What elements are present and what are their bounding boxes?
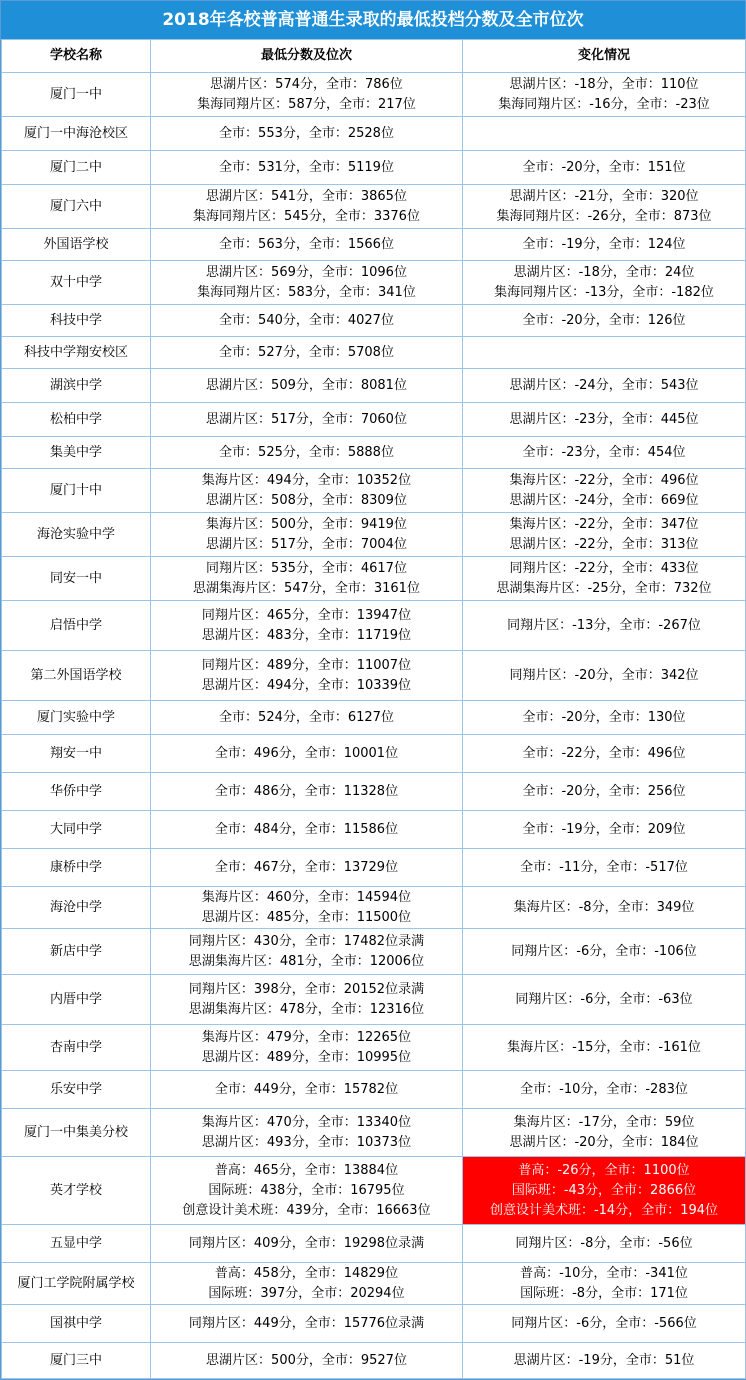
min-score-line: 思湖片区：489分，全市：10995位 — [201, 1049, 412, 1065]
change-cell — [463, 117, 746, 151]
school-name-cell: 启悟中学 — [2, 601, 151, 651]
change-line: 国际班：-43分，全市：2866位 — [511, 1182, 697, 1198]
min-score-cell — [151, 557, 463, 601]
school-name-cell: 杏南中学 — [2, 1025, 151, 1071]
school-name-cell: 松柏中学 — [2, 403, 151, 437]
change-line: 集海片区：-15分，全市：-161位 — [507, 1039, 701, 1055]
table-row — [2, 929, 746, 975]
min-score-cell — [151, 929, 463, 975]
change-line: 全市：-10分，全市：-283位 — [520, 1081, 688, 1097]
min-score-cell — [151, 73, 463, 117]
min-score-line: 创意设计美术班：439分，全市：16663位 — [182, 1202, 431, 1218]
min-score-cell — [151, 403, 463, 437]
change-cell — [463, 1071, 746, 1109]
school-name-cell: 厦门一中 — [2, 73, 151, 117]
min-score-line: 思湖片区：485分，全市：11500位 — [201, 909, 412, 925]
table-row — [2, 735, 746, 773]
change-cell — [463, 1109, 746, 1157]
change-line: 思湖片区：-24分，全市：669位 — [509, 492, 699, 508]
change-line: 普高：-10分，全市：-341位 — [520, 1265, 688, 1281]
table-row — [2, 557, 746, 601]
change-cell — [463, 151, 746, 185]
school-name-cell: 双十中学 — [2, 261, 151, 305]
change-line: 同翔片区：-6分，全市：-566位 — [511, 1315, 697, 1331]
header-row — [2, 40, 746, 73]
header-change: 变化情况 — [463, 40, 746, 73]
min-score-line: 普高：465分，全市：13884位 — [214, 1162, 399, 1178]
min-score-line: 思湖集海片区：478分，全市：12316位 — [188, 1001, 425, 1017]
table-row — [2, 229, 746, 261]
min-score-line: 同翔片区：489分，全市：11007位 — [201, 657, 412, 673]
min-score-line: 国际班：438分，全市：16795位 — [208, 1182, 405, 1198]
change-line: 同翔片区：-22分，全市：433位 — [509, 560, 699, 576]
change-cell — [463, 1343, 746, 1379]
min-score-cell — [151, 337, 463, 369]
min-score-line: 思湖片区：569分，全市：1096位 — [206, 264, 407, 280]
school-name-cell: 内厝中学 — [2, 975, 151, 1025]
table-row — [2, 651, 746, 701]
school-name-cell: 科技中学 — [2, 305, 151, 337]
change-cell — [463, 305, 746, 337]
change-line: 集海同翔片区：-16分，全市：-23位 — [498, 96, 710, 112]
table-row — [2, 773, 746, 811]
change-line: 集海同翔片区：-26分，全市：873位 — [496, 208, 712, 224]
table-row — [2, 1071, 746, 1109]
table-row — [2, 849, 746, 887]
change-cell — [463, 73, 746, 117]
table-row — [2, 73, 746, 117]
change-cell — [463, 773, 746, 811]
min-score-line: 全市：525分，全市：5888位 — [219, 444, 394, 460]
change-line: 集海片区：-22分，全市：347位 — [509, 516, 699, 532]
min-score-line: 全市：540分，全市：4027位 — [219, 312, 394, 328]
min-score-line: 全市：553分，全市：2528位 — [219, 125, 394, 141]
change-cell — [463, 887, 746, 929]
change-line: 思湖片区：-18分，全市：24位 — [513, 264, 695, 280]
school-name-cell: 英才学校 — [2, 1157, 151, 1225]
min-score-cell — [151, 151, 463, 185]
change-cell — [463, 261, 746, 305]
change-line: 思湖片区：-21分，全市：320位 — [509, 188, 699, 204]
min-score-line: 全市：527分，全市：5708位 — [219, 344, 394, 360]
min-score-line: 全市：496分，全市：10001位 — [214, 745, 399, 761]
min-score-line: 同翔片区：430分，全市：17482位录满 — [188, 933, 425, 949]
admission-table — [1, 39, 746, 1379]
min-score-cell — [151, 887, 463, 929]
min-score-cell — [151, 1071, 463, 1109]
change-line: 集海片区：-17分，全市：59位 — [513, 1114, 695, 1130]
change-line: 思湖片区：-19分，全市：51位 — [513, 1352, 695, 1368]
school-name-cell: 海沧中学 — [2, 887, 151, 929]
table-body — [2, 73, 746, 1379]
change-line: 思湖片区：-23分，全市：445位 — [509, 411, 699, 427]
school-name-cell: 海沧实验中学 — [2, 513, 151, 557]
school-name-cell: 湖滨中学 — [2, 369, 151, 403]
min-score-cell — [151, 735, 463, 773]
school-name-cell: 厦门三中 — [2, 1343, 151, 1379]
change-cell — [463, 1025, 746, 1071]
change-cell — [463, 229, 746, 261]
min-score-line: 思湖片区：500分，全市：9527位 — [206, 1352, 407, 1368]
change-line: 全市：-20分，全市：126位 — [522, 312, 686, 328]
min-score-line: 同翔片区：465分，全市：13947位 — [201, 607, 412, 623]
table-row — [2, 1305, 746, 1343]
change-line: 全市：-22分，全市：496位 — [522, 745, 686, 761]
table-title: 2018年各校普高普通生录取的最低投档分数及全市位次 — [1, 1, 745, 39]
min-score-cell — [151, 229, 463, 261]
school-name-cell: 科技中学翔安校区 — [2, 337, 151, 369]
min-score-cell — [151, 811, 463, 849]
school-name-cell: 厦门十中 — [2, 469, 151, 513]
min-score-line: 集海同翔片区：583分，全市：341位 — [197, 284, 416, 300]
school-name-cell: 新店中学 — [2, 929, 151, 975]
change-cell — [463, 369, 746, 403]
table-row — [2, 1225, 746, 1263]
min-score-line: 思湖片区：517分，全市：7004位 — [206, 536, 407, 552]
min-score-line: 全市：486分，全市：11328位 — [214, 783, 399, 799]
min-score-line: 集海片区：494分，全市：10352位 — [201, 472, 412, 488]
min-score-line: 全市：531分，全市：5119位 — [219, 159, 394, 175]
min-score-cell — [151, 1305, 463, 1343]
change-line: 思湖片区：-24分，全市：543位 — [509, 377, 699, 393]
table-row — [2, 403, 746, 437]
min-score-line: 思湖集海片区：481分，全市：12006位 — [188, 953, 425, 969]
change-line: 思湖片区：-18分，全市：110位 — [509, 76, 699, 92]
change-cell — [463, 185, 746, 229]
change-line: 同翔片区：-6分，全市：-106位 — [511, 943, 697, 959]
school-name-cell: 外国语学校 — [2, 229, 151, 261]
min-score-cell — [151, 651, 463, 701]
change-line: 全市：-20分，全市：151位 — [522, 159, 686, 175]
table-row — [2, 261, 746, 305]
change-line: 全市：-19分，全市：124位 — [522, 236, 686, 252]
min-score-cell — [151, 261, 463, 305]
change-cell — [463, 651, 746, 701]
min-score-line: 同翔片区：535分，全市：4617位 — [206, 560, 407, 576]
min-score-cell — [151, 1225, 463, 1263]
change-line: 思湖片区：-20分，全市：184位 — [509, 1134, 699, 1150]
school-name-cell: 翔安一中 — [2, 735, 151, 773]
min-score-line: 集海同翔片区：587分，全市：217位 — [197, 96, 416, 112]
min-score-cell — [151, 849, 463, 887]
min-score-cell — [151, 601, 463, 651]
min-score-line: 思湖集海片区：547分，全市：3161位 — [193, 580, 420, 596]
min-score-cell — [151, 437, 463, 469]
change-line: 集海片区：-22分，全市：496位 — [509, 472, 699, 488]
min-score-line: 集海同翔片区：545分，全市：3376位 — [193, 208, 420, 224]
school-name-cell: 厦门六中 — [2, 185, 151, 229]
change-cell — [463, 437, 746, 469]
min-score-cell — [151, 305, 463, 337]
table-row — [2, 369, 746, 403]
min-score-line: 思湖片区：483分，全市：11719位 — [201, 627, 412, 643]
school-name-cell: 厦门实验中学 — [2, 701, 151, 735]
change-cell — [463, 929, 746, 975]
school-name-cell: 康桥中学 — [2, 849, 151, 887]
change-cell — [463, 1225, 746, 1263]
change-line: 全市：-20分，全市：130位 — [522, 709, 686, 725]
change-line: 思湖集海片区：-25分，全市：732位 — [496, 580, 712, 596]
min-score-line: 思湖片区：541分，全市：3865位 — [206, 188, 407, 204]
change-line: 普高：-26分，全市：1100位 — [518, 1162, 690, 1178]
school-name-cell: 同安一中 — [2, 557, 151, 601]
header-school: 学校名称 — [2, 40, 151, 73]
school-name-cell: 华侨中学 — [2, 773, 151, 811]
min-score-line: 全市：563分，全市：1566位 — [219, 236, 394, 252]
change-line: 同翔片区：-8分，全市：-56位 — [515, 1235, 693, 1251]
min-score-line: 集海片区：470分，全市：13340位 — [201, 1114, 412, 1130]
change-cell — [463, 1157, 746, 1225]
table-row — [2, 151, 746, 185]
min-score-cell — [151, 1157, 463, 1225]
min-score-cell — [151, 117, 463, 151]
school-name-cell: 厦门工学院附属学校 — [2, 1263, 151, 1305]
change-line: 国际班：-8分，全市：171位 — [520, 1285, 688, 1301]
change-line: 全市：-11分，全市：-517位 — [520, 859, 688, 875]
change-line: 集海片区：-8分，全市：349位 — [513, 899, 695, 915]
change-line: 全市：-23分，全市：454位 — [522, 444, 686, 460]
change-cell — [463, 701, 746, 735]
change-line: 同翔片区：-13分，全市：-267位 — [507, 617, 701, 633]
change-cell — [463, 1263, 746, 1305]
school-name-cell: 第二外国语学校 — [2, 651, 151, 701]
change-cell — [463, 601, 746, 651]
school-name-cell: 国祺中学 — [2, 1305, 151, 1343]
table-row — [2, 1343, 746, 1379]
change-cell — [463, 735, 746, 773]
header-min-score: 最低分数及位次 — [151, 40, 463, 73]
min-score-line: 国际班：397分，全市：20294位 — [208, 1285, 405, 1301]
min-score-cell — [151, 513, 463, 557]
table-row — [2, 887, 746, 929]
min-score-cell — [151, 701, 463, 735]
min-score-cell — [151, 1025, 463, 1071]
change-line: 全市：-20分，全市：256位 — [522, 783, 686, 799]
change-line: 同翔片区：-20分，全市：342位 — [509, 667, 699, 683]
change-cell — [463, 557, 746, 601]
table-row — [2, 1263, 746, 1305]
min-score-line: 全市：467分，全市：13729位 — [214, 859, 399, 875]
min-score-line: 集海片区：460分，全市：14594位 — [201, 889, 412, 905]
table-row — [2, 975, 746, 1025]
min-score-line: 思湖片区：517分，全市：7060位 — [206, 411, 407, 427]
change-cell — [463, 811, 746, 849]
min-score-line: 集海片区：479分，全市：12265位 — [201, 1029, 412, 1045]
change-cell — [463, 513, 746, 557]
min-score-line: 思湖片区：494分，全市：10339位 — [201, 677, 412, 693]
min-score-cell — [151, 469, 463, 513]
table-row — [2, 337, 746, 369]
school-name-cell: 乐安中学 — [2, 1071, 151, 1109]
table-row — [2, 305, 746, 337]
table-row — [2, 185, 746, 229]
min-score-line: 普高：458分，全市：14829位 — [214, 1265, 399, 1281]
min-score-cell — [151, 1263, 463, 1305]
min-score-line: 全市：449分，全市：15782位 — [214, 1081, 399, 1097]
table-row — [2, 469, 746, 513]
min-score-line: 同翔片区：449分，全市：15776位录满 — [188, 1315, 425, 1331]
min-score-line: 思湖片区：509分，全市：8081位 — [206, 377, 407, 393]
change-line: 同翔片区：-6分，全市：-63位 — [515, 991, 693, 1007]
school-name-cell: 厦门二中 — [2, 151, 151, 185]
min-score-line: 思湖片区：508分，全市：8309位 — [206, 492, 407, 508]
change-cell — [463, 403, 746, 437]
min-score-line: 同翔片区：398分，全市：20152位录满 — [188, 981, 425, 997]
change-cell — [463, 975, 746, 1025]
min-score-cell — [151, 369, 463, 403]
min-score-line: 思湖片区：493分，全市：10373位 — [201, 1134, 412, 1150]
school-name-cell: 集美中学 — [2, 437, 151, 469]
min-score-line: 同翔片区：409分，全市：19298位录满 — [188, 1235, 425, 1251]
table-row — [2, 437, 746, 469]
min-score-line: 全市：524分，全市：6127位 — [219, 709, 394, 725]
school-name-cell: 厦门一中海沧校区 — [2, 117, 151, 151]
change-line: 集海同翔片区：-13分，全市：-182位 — [494, 284, 714, 300]
table-row — [2, 513, 746, 557]
min-score-cell — [151, 1343, 463, 1379]
change-line: 全市：-19分，全市：209位 — [522, 821, 686, 837]
min-score-line: 全市：484分，全市：11586位 — [214, 821, 399, 837]
table-row — [2, 1025, 746, 1071]
min-score-line: 思湖片区：574分，全市：786位 — [210, 76, 403, 92]
change-line: 思湖片区：-22分，全市：313位 — [509, 536, 699, 552]
table-row — [2, 1109, 746, 1157]
min-score-cell — [151, 185, 463, 229]
change-cell — [463, 469, 746, 513]
table-row — [2, 601, 746, 651]
change-cell — [463, 1305, 746, 1343]
school-name-cell: 厦门一中集美分校 — [2, 1109, 151, 1157]
table-row — [2, 117, 746, 151]
table-row — [2, 1157, 746, 1225]
min-score-cell — [151, 1109, 463, 1157]
table-row — [2, 811, 746, 849]
min-score-line: 集海片区：500分，全市：9419位 — [206, 516, 407, 532]
school-name-cell: 大同中学 — [2, 811, 151, 849]
school-name-cell: 五显中学 — [2, 1225, 151, 1263]
change-line: 创意设计美术班：-14分，全市：194位 — [489, 1202, 719, 1218]
table-row — [2, 701, 746, 735]
change-cell — [463, 849, 746, 887]
min-score-cell — [151, 975, 463, 1025]
min-score-cell — [151, 773, 463, 811]
change-cell — [463, 337, 746, 369]
